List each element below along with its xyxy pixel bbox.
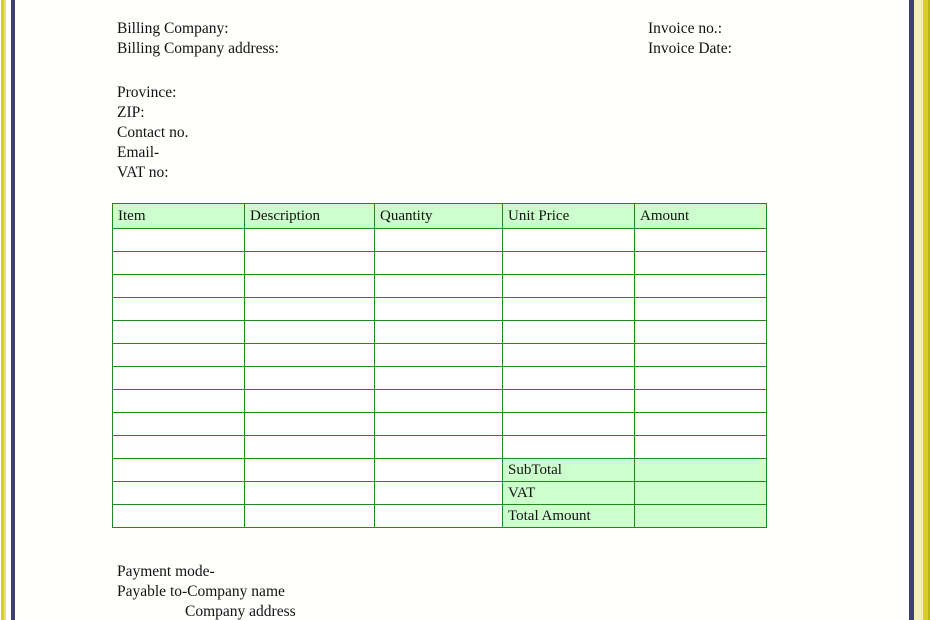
right-edge-pale-bar: [914, 0, 923, 620]
payment-mode-label: Payment mode-: [117, 563, 215, 580]
table-cell[interactable]: [375, 298, 503, 321]
table-cell[interactable]: [245, 436, 375, 459]
table-cell[interactable]: [245, 505, 375, 528]
table-cell[interactable]: [113, 390, 245, 413]
table-cell[interactable]: [635, 229, 767, 252]
invoice-no-label: Invoice no.:: [648, 20, 723, 37]
table-cell[interactable]: [503, 229, 635, 252]
table-cell[interactable]: [245, 252, 375, 275]
table-row: [113, 413, 767, 436]
table-cell[interactable]: [503, 298, 635, 321]
table-header-row: [113, 204, 767, 229]
table-cell[interactable]: [245, 229, 375, 252]
table-cell[interactable]: [375, 229, 503, 252]
province-label: Province:: [117, 84, 177, 101]
table-cell[interactable]: [113, 413, 245, 436]
table-cell[interactable]: [503, 252, 635, 275]
summary-row: [113, 505, 767, 528]
table-cell[interactable]: [113, 505, 245, 528]
table-cell[interactable]: [245, 298, 375, 321]
table-cell[interactable]: [635, 367, 767, 390]
column-header-unit-price: Unit Price: [503, 204, 635, 229]
table-row: [113, 252, 767, 275]
summary-label-subtotal: SubTotal: [503, 459, 635, 482]
table-row: [113, 344, 767, 367]
table-cell[interactable]: [245, 482, 375, 505]
table-cell[interactable]: [375, 275, 503, 298]
table-cell[interactable]: [635, 390, 767, 413]
table-cell[interactable]: [375, 436, 503, 459]
column-header-amount: Amount: [635, 204, 767, 229]
summary-value-total-amount[interactable]: [635, 505, 767, 528]
payable-to-label: Payable to-Company name: [117, 583, 285, 600]
table-cell[interactable]: [375, 459, 503, 482]
summary-row: [113, 482, 767, 505]
payment-footer: [117, 562, 296, 620]
zip-label: ZIP:: [117, 104, 145, 121]
invoice-line-items-table: [112, 203, 767, 528]
summary-row: [113, 459, 767, 482]
table-cell[interactable]: [113, 321, 245, 344]
table-row: [113, 367, 767, 390]
table-cell[interactable]: [375, 252, 503, 275]
sender-address-block: [117, 83, 188, 183]
table-cell[interactable]: [635, 275, 767, 298]
table-cell[interactable]: [245, 344, 375, 367]
table-cell[interactable]: [113, 229, 245, 252]
table-cell[interactable]: [245, 275, 375, 298]
table-cell[interactable]: [375, 505, 503, 528]
table-cell[interactable]: [113, 436, 245, 459]
column-header-item: Item: [113, 204, 245, 229]
table-cell[interactable]: [635, 298, 767, 321]
invoice-date-label: Invoice Date:: [648, 40, 732, 57]
invoice-page: [15, 0, 909, 620]
column-header-description: Description: [245, 204, 375, 229]
contact-no-label: Contact no.: [117, 124, 189, 141]
table-cell[interactable]: [113, 459, 245, 482]
billing-company-block: [117, 19, 279, 59]
vat-no-label: VAT no:: [117, 164, 169, 181]
invoice-meta-block: [648, 19, 732, 59]
table-cell[interactable]: [245, 390, 375, 413]
table-row: [113, 229, 767, 252]
billing-company-address-label: Billing Company address:: [117, 40, 279, 57]
table-row: [113, 321, 767, 344]
table-cell[interactable]: [635, 344, 767, 367]
table-row: [113, 390, 767, 413]
table-row: [113, 298, 767, 321]
table-cell[interactable]: [375, 321, 503, 344]
table-cell[interactable]: [503, 413, 635, 436]
table-cell[interactable]: [635, 321, 767, 344]
table-row: [113, 436, 767, 459]
table-header: [113, 204, 767, 229]
table-cell[interactable]: [503, 275, 635, 298]
table-cell[interactable]: [503, 436, 635, 459]
table-cell[interactable]: [113, 298, 245, 321]
table-cell[interactable]: [503, 321, 635, 344]
table-cell[interactable]: [503, 344, 635, 367]
table-body: [113, 229, 767, 528]
table-cell[interactable]: [113, 252, 245, 275]
table-cell[interactable]: [375, 344, 503, 367]
table-cell[interactable]: [245, 321, 375, 344]
email-label: Email-: [117, 144, 160, 161]
left-edge-pale-bar: [4, 0, 6, 620]
table-cell[interactable]: [375, 367, 503, 390]
summary-label-vat: VAT: [503, 482, 635, 505]
billing-company-label: Billing Company:: [117, 20, 229, 37]
summary-label-total-amount: Total Amount: [503, 505, 635, 528]
column-header-quantity: Quantity: [375, 204, 503, 229]
table-cell[interactable]: [635, 252, 767, 275]
table-cell[interactable]: [503, 390, 635, 413]
table-cell[interactable]: [113, 367, 245, 390]
table-row: [113, 275, 767, 298]
table-cell[interactable]: [113, 275, 245, 298]
table-cell[interactable]: [113, 482, 245, 505]
table-cell[interactable]: [375, 413, 503, 436]
table-cell[interactable]: [245, 413, 375, 436]
summary-value-subtotal[interactable]: [635, 459, 767, 482]
table-cell[interactable]: [375, 482, 503, 505]
company-address-label: Company address: [185, 603, 296, 620]
table-cell[interactable]: [245, 367, 375, 390]
table-cell[interactable]: [503, 367, 635, 390]
table-cell[interactable]: [635, 436, 767, 459]
table-cell[interactable]: [375, 390, 503, 413]
table-cell[interactable]: [635, 413, 767, 436]
table-cell[interactable]: [245, 459, 375, 482]
table-cell[interactable]: [113, 344, 245, 367]
summary-value-vat[interactable]: [635, 482, 767, 505]
